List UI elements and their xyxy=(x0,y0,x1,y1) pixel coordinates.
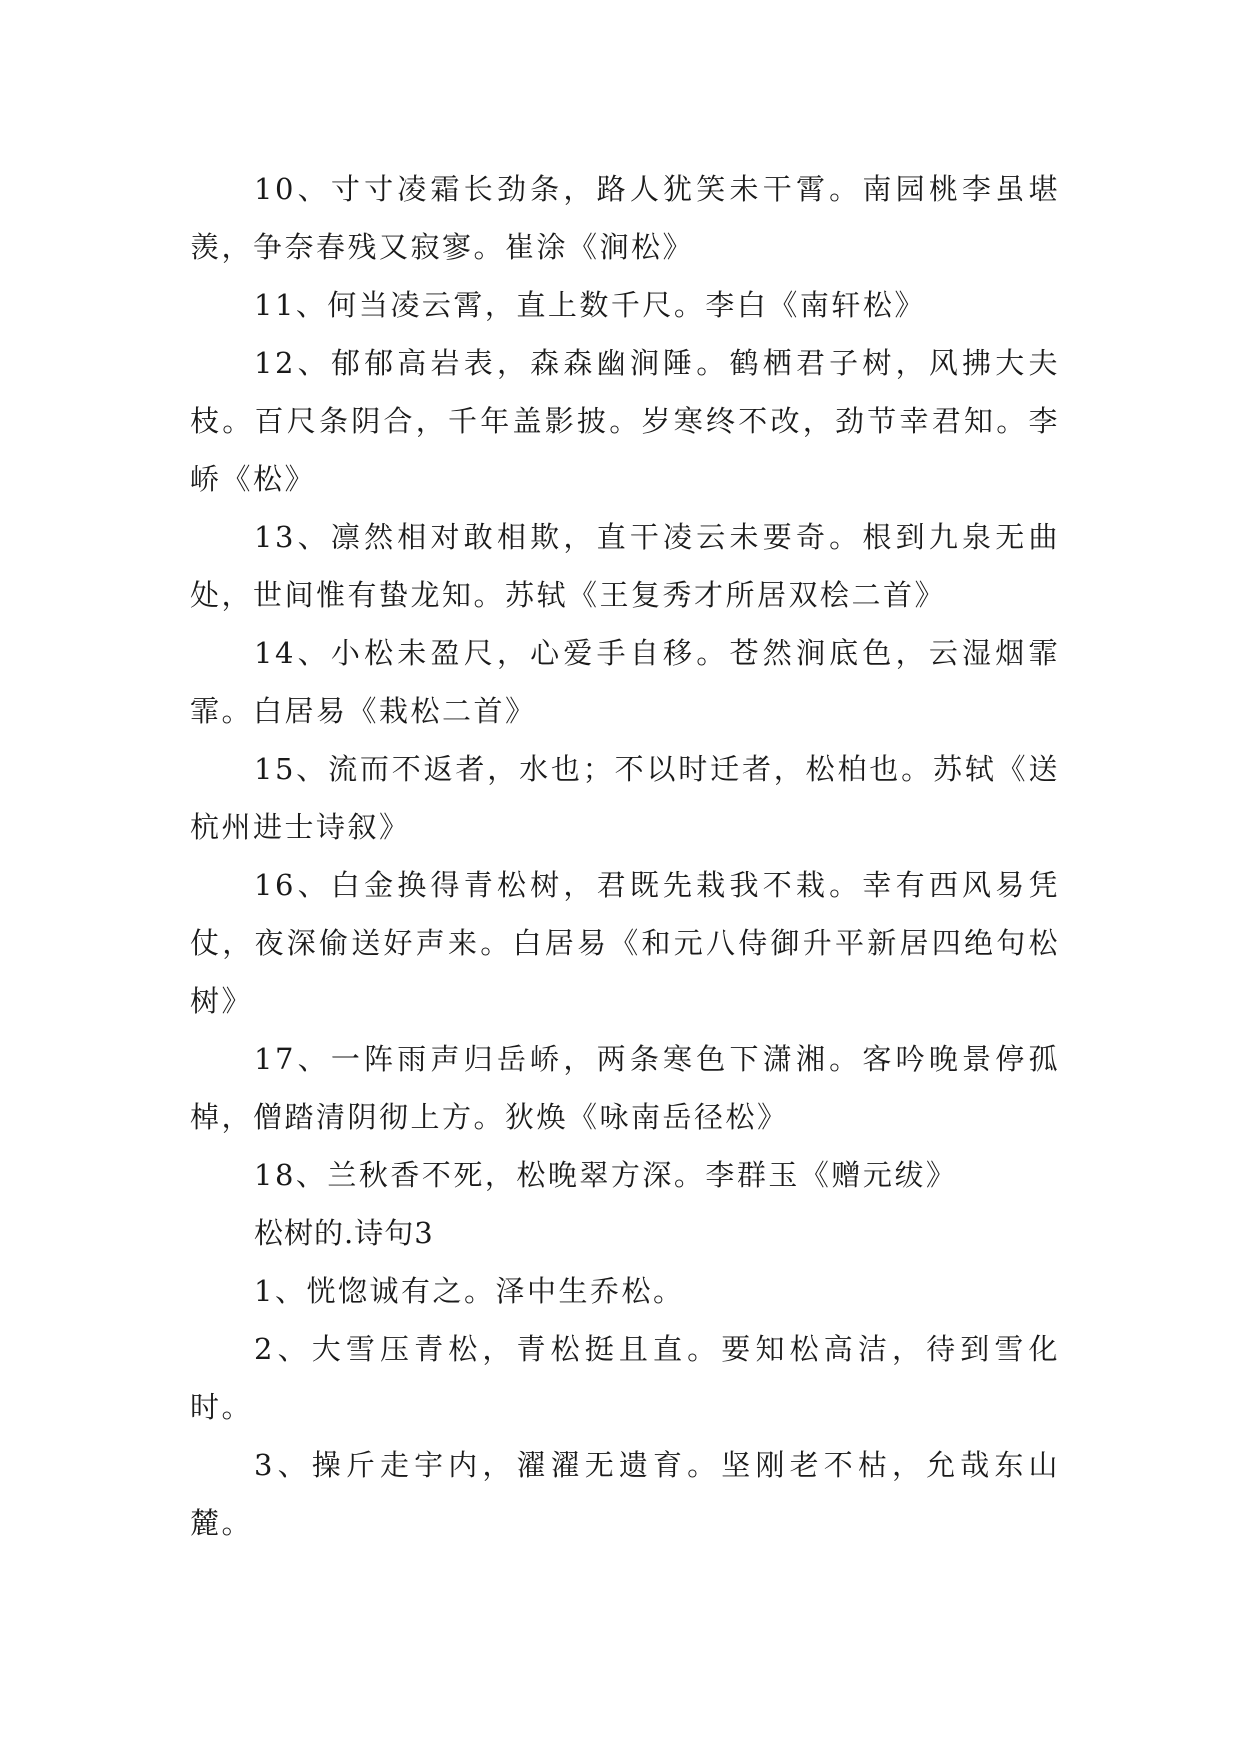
poem-paragraph: 13、凛然相对敢相欺，直干凌云未要奇。根到九泉无曲处，世间惟有蛰龙知。苏轼《王复秀才所居双桧二首》 xyxy=(190,520,1060,612)
poem-paragraph: 1、恍惚诚有之。泽中生乔松。 xyxy=(254,1274,685,1308)
poem-paragraph: 15、流而不返者，水也；不以时迁者，松柏也。苏轼《送杭州进士诗叙》 xyxy=(190,752,1060,844)
poem-paragraph: 2、大雪压青松，青松挺且直。要知松高洁，待到雪化时。 xyxy=(190,1332,1060,1424)
poem-paragraph: 12、郁郁高岩表，森森幽涧陲。鹤栖君子树，风拂大夫枝。百尺条阴合，千年盖影披。岁寒终不改，劲节幸君知。李峤《松》 xyxy=(190,346,1060,496)
document-body xyxy=(190,160,1060,1552)
poem-paragraph: 16、白金换得青松树，君既先栽我不栽。幸有西风易凭仗，夜深偷送好声来。白居易《和元八侍御升平新居四绝句松树》 xyxy=(190,868,1060,1018)
section-heading: 松树的.诗句3 xyxy=(254,1216,434,1250)
poem-paragraph: 11、何当凌云霄，直上数千尺。李白《南轩松》 xyxy=(254,288,926,322)
poem-paragraph: 3、操斤走宇内，濯濯无遗育。坚刚老不枯，允哉东山麓。 xyxy=(190,1448,1060,1540)
poem-paragraph: 10、寸寸凌霜长劲条，路人犹笑未干霄。南园桃李虽堪羡，争奈春残又寂寥。崔涂《涧松》 xyxy=(190,172,1060,264)
poem-paragraph: 17、一阵雨声归岳峤，两条寒色下潇湘。客吟晚景停孤棹，僧踏清阴彻上方。狄焕《咏南岳径松》 xyxy=(190,1042,1060,1134)
poem-paragraph: 14、小松未盈尺，心爱手自移。苍然涧底色，云湿烟霏霏。白居易《栽松二首》 xyxy=(190,636,1060,728)
poem-paragraph: 18、兰秋香不死，松晚翠方深。李群玉《赠元绂》 xyxy=(254,1158,958,1192)
